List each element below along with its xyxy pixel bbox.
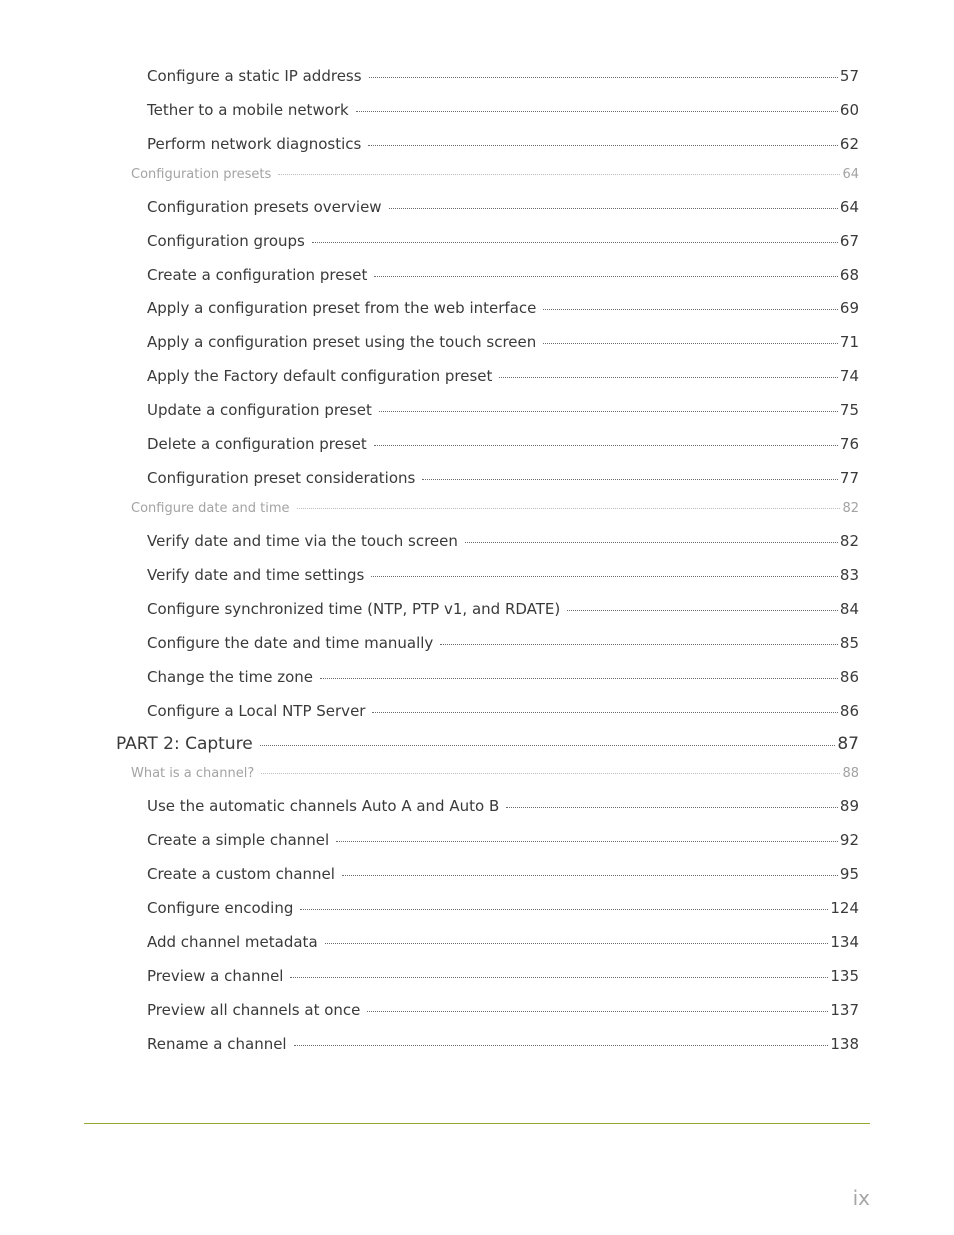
toc-entry-page: 85 xyxy=(839,634,859,652)
toc-entry-title: Configure the date and time manually xyxy=(147,634,434,652)
toc-entry-title: Verify date and time settings xyxy=(147,566,365,584)
toc-entry[interactable] xyxy=(147,101,859,119)
toc-section-entry[interactable] xyxy=(131,501,859,516)
dot-leader xyxy=(294,1044,829,1046)
toc-entry[interactable] xyxy=(147,532,859,550)
toc-entry-title: Configuration presets xyxy=(131,167,272,182)
dot-leader xyxy=(290,976,828,978)
dot-leader xyxy=(278,173,840,175)
dot-leader xyxy=(506,806,838,808)
toc-entry[interactable] xyxy=(147,797,859,815)
dot-leader xyxy=(260,744,836,746)
toc-entry[interactable] xyxy=(147,600,859,618)
toc-entry-page: 86 xyxy=(839,702,859,720)
toc-entry-title: Rename a channel xyxy=(147,1035,287,1053)
toc-entry-title: Apply the Factory default configuration preset xyxy=(147,367,493,385)
toc-entry-title: Perform network diagnostics xyxy=(147,135,362,153)
dot-leader xyxy=(374,275,838,277)
toc-section-entry[interactable] xyxy=(131,167,859,182)
dot-leader xyxy=(300,908,828,910)
toc-entry-page: 64 xyxy=(839,198,859,216)
toc-entry-page: 83 xyxy=(839,566,859,584)
toc-entry-title: Configuration groups xyxy=(147,232,305,250)
toc-entry[interactable] xyxy=(147,668,859,686)
dot-leader xyxy=(312,241,838,243)
dot-leader xyxy=(320,677,838,679)
toc-section-entry[interactable] xyxy=(131,766,859,781)
dot-leader xyxy=(543,342,838,344)
toc-entry-page: 88 xyxy=(842,766,859,781)
toc-entry[interactable] xyxy=(147,135,859,153)
toc-entry-page: 62 xyxy=(839,135,859,153)
toc-entry[interactable] xyxy=(147,299,859,317)
toc-entry[interactable] xyxy=(147,702,859,720)
toc-entry[interactable] xyxy=(147,1001,859,1019)
toc-entry-page: 82 xyxy=(839,532,859,550)
dot-leader xyxy=(372,711,837,713)
toc-entry-title: Create a configuration preset xyxy=(147,266,368,284)
toc-entry-title: Configure a static IP address xyxy=(147,67,362,85)
toc-entry-page: 95 xyxy=(839,865,859,883)
toc-entry[interactable] xyxy=(147,198,859,216)
toc-entry-title: Use the automatic channels Auto A and Auto B xyxy=(147,797,500,815)
page-number: ix xyxy=(852,1186,870,1210)
toc-entry-title: What is a channel? xyxy=(131,766,255,781)
toc-entry-page: 92 xyxy=(839,831,859,849)
toc-entry[interactable] xyxy=(147,232,859,250)
dot-leader xyxy=(465,541,838,543)
toc-entry-page: 82 xyxy=(842,501,859,516)
toc-entry[interactable] xyxy=(147,333,859,351)
toc-entry-title: Configuration presets overview xyxy=(147,198,382,216)
toc-entry-page: 76 xyxy=(839,435,859,453)
toc-entry-page: 77 xyxy=(839,469,859,487)
toc-part-entry[interactable] xyxy=(116,734,859,754)
toc-entry-page: 68 xyxy=(839,266,859,284)
toc-entry-title: Configure encoding xyxy=(147,899,294,917)
toc-entry-page: 64 xyxy=(842,167,859,182)
toc-entry-title: Apply a configuration preset from the web interface xyxy=(147,299,537,317)
toc-entry-page: 135 xyxy=(830,967,859,985)
toc-entry-title: Configure date and time xyxy=(131,501,290,516)
toc-entry[interactable] xyxy=(147,831,859,849)
toc-entry-page: 57 xyxy=(839,67,859,85)
toc-entry-title: Add channel metadata xyxy=(147,933,318,951)
toc-entry-title: Configuration preset considerations xyxy=(147,469,416,487)
toc-entry-page: 71 xyxy=(839,333,859,351)
dot-leader xyxy=(389,207,838,209)
toc-entry-title: Apply a configuration preset using the touch screen xyxy=(147,333,537,351)
dot-leader xyxy=(371,575,838,577)
dot-leader xyxy=(567,609,838,611)
toc-entry[interactable] xyxy=(147,566,859,584)
toc-entry[interactable] xyxy=(147,634,859,652)
toc-entry-title: Delete a configuration preset xyxy=(147,435,367,453)
toc-entry[interactable] xyxy=(147,401,859,419)
toc-entry-title: Preview a channel xyxy=(147,967,284,985)
dot-leader xyxy=(261,772,840,774)
dot-leader xyxy=(374,444,838,446)
toc-entry-page: 137 xyxy=(830,1001,859,1019)
dot-leader xyxy=(342,874,838,876)
toc-entry-page: 84 xyxy=(839,600,859,618)
toc-entry-title: Update a configuration preset xyxy=(147,401,372,419)
dot-leader xyxy=(356,110,838,112)
toc-entry-title: Change the time zone xyxy=(147,668,314,686)
toc-entry-page: 138 xyxy=(830,1035,859,1053)
toc-entry-page: 67 xyxy=(839,232,859,250)
toc-entry-title: Configure synchronized time (NTP, PTP v1, and RDATE) xyxy=(147,600,561,618)
toc-entry-page: 74 xyxy=(839,367,859,385)
toc-entry[interactable] xyxy=(147,967,859,985)
toc-entry-page: 60 xyxy=(839,101,859,119)
toc-entry[interactable] xyxy=(147,933,859,951)
toc-entry-page: 69 xyxy=(839,299,859,317)
toc-entry-title: Create a custom channel xyxy=(147,865,335,883)
dot-leader xyxy=(440,643,838,645)
toc-entry-page: 86 xyxy=(839,668,859,686)
footer-divider xyxy=(84,1123,870,1124)
dot-leader xyxy=(336,840,838,842)
toc-entry-page: 87 xyxy=(837,734,859,754)
toc-entry[interactable] xyxy=(147,1035,859,1053)
toc-entry-page: 89 xyxy=(839,797,859,815)
toc-entry-page: 124 xyxy=(830,899,859,917)
dot-leader xyxy=(368,144,838,146)
dot-leader xyxy=(499,376,838,378)
toc-entry-title: Create a simple channel xyxy=(147,831,330,849)
toc-entry[interactable] xyxy=(147,865,859,883)
toc-entry[interactable] xyxy=(147,899,859,917)
toc-entry-title: Verify date and time via the touch screen xyxy=(147,532,458,550)
toc-entry-page: 75 xyxy=(839,401,859,419)
dot-leader xyxy=(367,1010,828,1012)
toc-entry[interactable] xyxy=(147,67,859,85)
dot-leader xyxy=(422,478,838,480)
dot-leader xyxy=(543,308,838,310)
toc-entry[interactable] xyxy=(147,367,859,385)
toc-entry-page: 134 xyxy=(830,933,859,951)
dot-leader xyxy=(297,507,841,509)
dot-leader xyxy=(325,942,829,944)
toc-entry-title: Tether to a mobile network xyxy=(147,101,349,119)
toc-entry[interactable] xyxy=(147,266,859,284)
toc-entry[interactable] xyxy=(147,469,859,487)
dot-leader xyxy=(369,76,838,78)
dot-leader xyxy=(379,410,838,412)
toc-entry-title: Preview all channels at once xyxy=(147,1001,361,1019)
toc-entry-title: PART 2: Capture xyxy=(116,734,253,754)
toc-entry-title: Configure a Local NTP Server xyxy=(147,702,366,720)
toc-entry[interactable] xyxy=(147,435,859,453)
